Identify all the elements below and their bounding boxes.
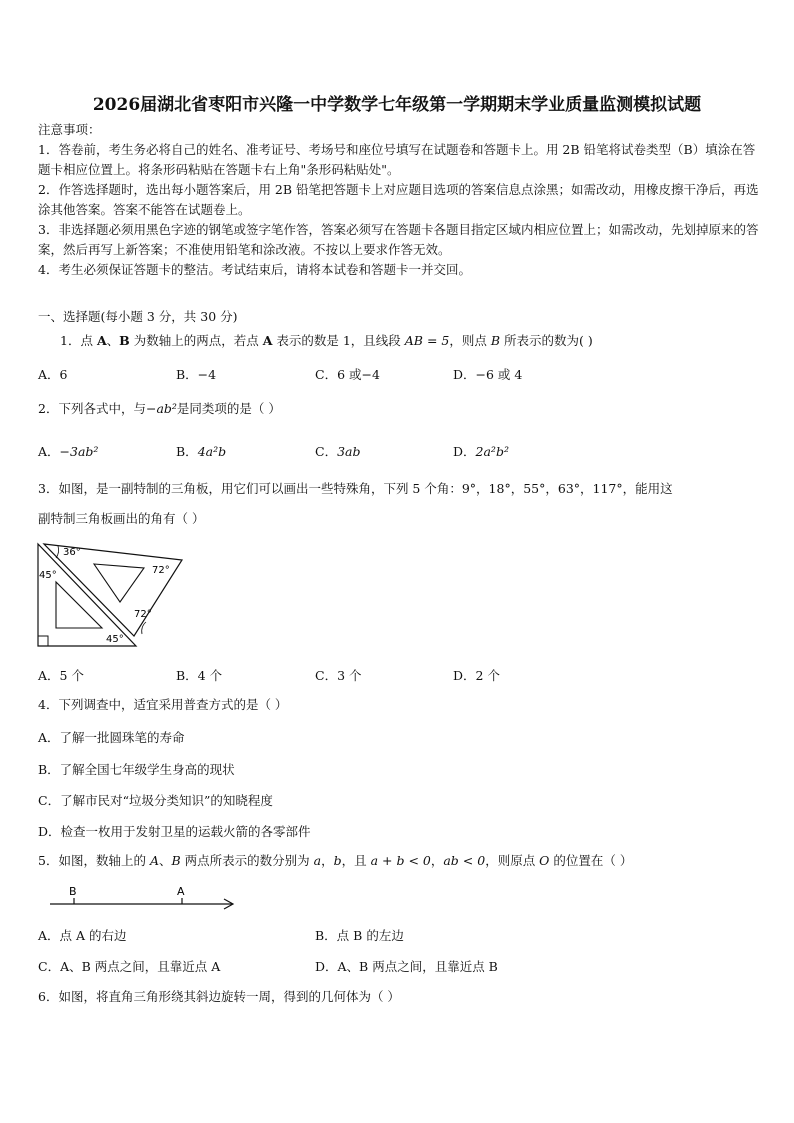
q4-option-b: B．了解全国七年级学生身高的现状 <box>38 762 235 777</box>
notes-heading: 注意事项： <box>38 122 101 137</box>
question-1-stem: 1．点 A、B 为数轴上的两点，若点 A 表示的数是 1，且线段 AB = 5，则点 B 所表示的数为( ) <box>60 333 593 348</box>
q3-option-b: B．4 个 <box>176 668 223 683</box>
angle-label: 72° <box>134 609 152 620</box>
q1-option-b: B．−4 <box>176 367 217 382</box>
question-5-stem: 5．如图，数轴上的 A、B 两点所表示的数分别为 a，b，且 a + b < 0，ab < 0，则原点 O 的位置在（ ） <box>38 853 633 868</box>
q2-option-d: D．2a²b² <box>453 444 509 459</box>
section-heading: 一、选择题(每小题 3 分，共 30 分) <box>38 309 238 324</box>
angle-label: 45° <box>106 634 124 645</box>
q3-option-d: D．2 个 <box>453 668 500 683</box>
angle-label: 45° <box>39 570 57 581</box>
page-title: 2026届湖北省枣阳市兴隆一中学数学七年级第一学期期末学业质量监测模拟试题 <box>92 95 702 115</box>
q3-option-c: C．3 个 <box>315 668 362 683</box>
q1-option-a: A．6 <box>38 367 68 382</box>
q5-option-d: D．A、B 两点之间，且靠近点 B <box>315 959 498 974</box>
q5-option-c: C．A、B 两点之间，且靠近点 A <box>38 959 221 974</box>
point-label-a: A <box>177 885 185 898</box>
note-item-3: 3．非选择题必须用黑色字迹的钢笔或签字笔作答，答案必须写在答题卡各题目指定区域内相应位置上；如需改动，先划掉原来的答案，然后再写上新答案；不准使用铅笔和涂改液。不按以上要求作答无效。 <box>38 222 759 257</box>
q2-option-b: B．4a²b <box>176 444 227 459</box>
point-label-b: B <box>69 885 77 898</box>
question-3-stem-line1: 3．如图，是一副特制的三角板，用它们可以画出一些特殊角，下列 5 个角：9°，18°，55°，63°，117°，能用这 <box>38 481 673 496</box>
q5-option-b: B．点 B 的左边 <box>315 928 404 943</box>
angle-label: 36° <box>63 547 81 558</box>
question-2-stem: 2．下列各式中，与−ab²是同类项的是（ ） <box>38 401 281 416</box>
q2-option-a: A．−3ab² <box>38 444 99 459</box>
right-angle-mark <box>38 636 48 646</box>
q2-option-c: C．3ab <box>315 444 361 459</box>
question-4-stem: 4．下列调查中，适宜采用普查方式的是（ ） <box>38 697 288 712</box>
note-item-2: 2．作答选择题时，选出每小题答案后，用 2B 铅笔把答题卡上对应题目选项的答案信息点涂黑；如需改动，用橡皮擦干净后，再选涂其他答案。答案不能答在试题卷上。 <box>38 182 759 217</box>
note-item-1: 1．答卷前，考生务必将自己的姓名、准考证号、考场号和座位号填写在试题卷和答题卡上。用 2B 铅笔将试卷类型（B）填涂在答题卡相应位置上。将条形码粘贴在答题卡右上角"条形码粘贴处"。 <box>38 142 756 177</box>
q1-option-d: D．−6 或 4 <box>453 367 523 382</box>
q5-option-a: A．点 A 的右边 <box>38 928 127 943</box>
q3-option-a: A．5 个 <box>38 668 84 683</box>
question-6-stem: 6．如图，将直角三角形绕其斜边旋转一周，得到的几何体为（ ） <box>38 989 400 1004</box>
number-line-figure <box>46 880 240 914</box>
q4-option-d: D．检查一枚用于发射卫星的运载火箭的各零部件 <box>38 824 311 839</box>
triangle-ruler-figure <box>36 538 186 650</box>
angle-label: 72° <box>152 565 170 576</box>
q1-option-c: C．6 或−4 <box>315 367 380 382</box>
note-item-4: 4．考生必须保证答题卡的整洁。考试结束后，请将本试卷和答题卡一并交回。 <box>38 262 471 277</box>
question-3-stem-line2: 副特制三角板画出的角有（ ） <box>38 511 205 526</box>
q4-option-a: A．了解一批圆珠笔的寿命 <box>38 730 185 745</box>
q4-option-c: C．了解市民对“垃圾分类知识”的知晓程度 <box>38 793 273 808</box>
notes-block <box>38 120 764 280</box>
